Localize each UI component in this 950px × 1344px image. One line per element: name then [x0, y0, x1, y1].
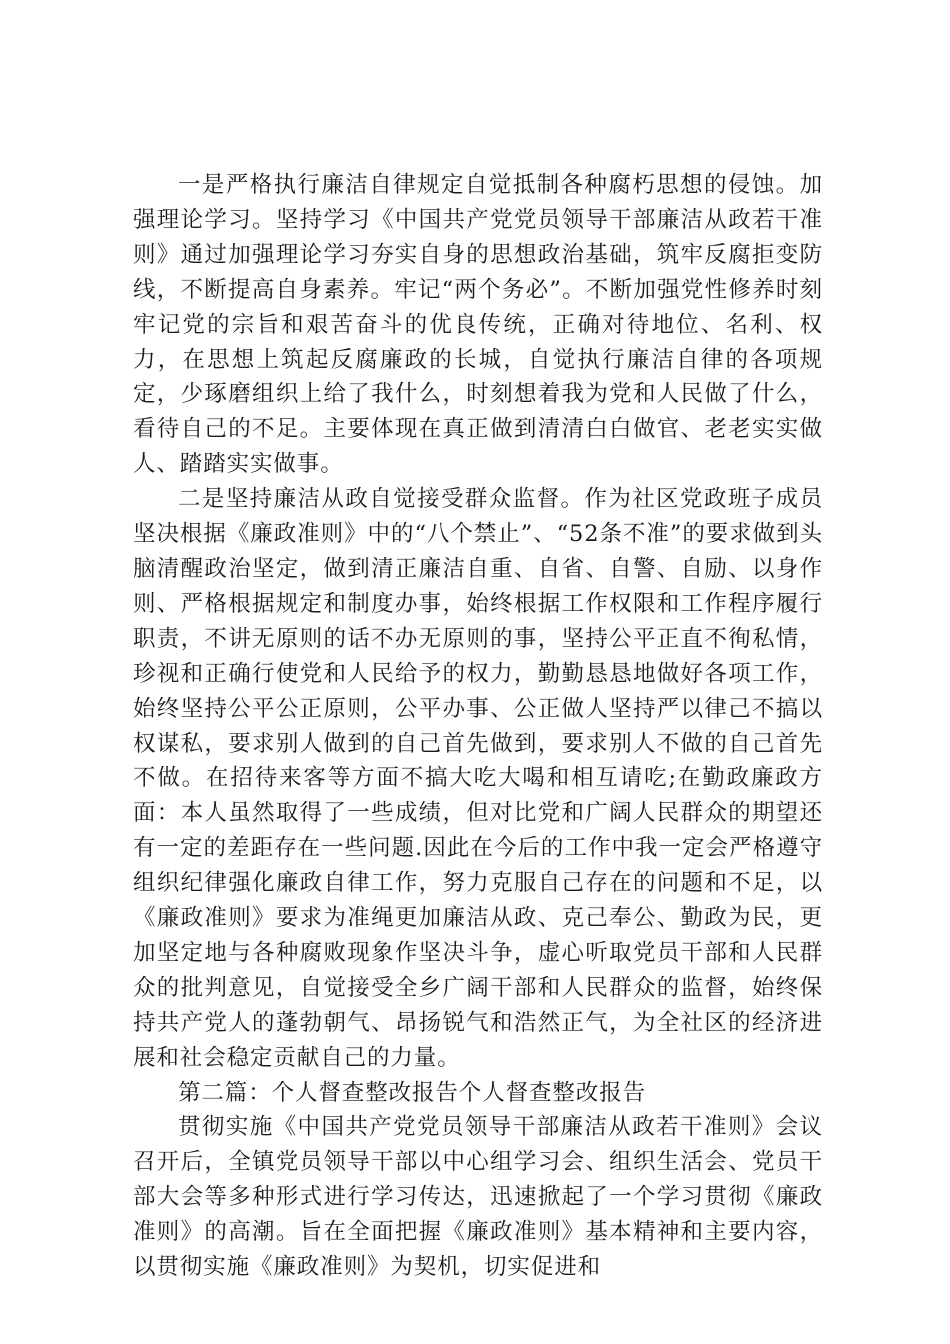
paragraph-1: 一是严格执行廉洁自律规定自觉抵制各种腐朽思想的侵蚀。加强理论学习。坚持学习《中国共产党党员领导干部廉洁从政若干准则》通过加强理论学习夯实自身的思想政治基础，筑牢反腐拒变防线，不断提高自身素养。牢记“两个务必”。不断加强党性修养时刻牢记党的宗旨和艰苦奋斗的优良传统，正确对待地位、名利、权力，在思想上筑起反腐廉政的长城，自觉执行廉洁自律的各项规定，少琢磨组织上给了我什么，时刻想着我为党和人民做了什么，看待自己的不足。主要体现在真正做到清清白白做官、老老实实做人、踏踏实实做事。: [133, 172, 823, 478]
paragraph-3: 贯彻实施《中国共产党党员领导干部廉洁从政若干准则》会议召开后，全镇党员领导干部以中心组学习会、组织生活会、党员干部大会等多种形式进行学习传达，迅速掀起了一个学习贯彻《廉政准则》的高潮。旨在全面把握《廉政准则》基本精神和主要内容，以贯彻实施《廉政准则》为契机，切实促进和: [133, 1114, 823, 1281]
section-heading: 第二篇：个人督查整改报告个人督查整改报告: [178, 1079, 647, 1106]
document-body: [133, 168, 823, 1285]
paragraph-2: 二是坚持廉洁从政自觉接受群众监督。作为社区党政班子成员坚决根据《廉政准则》中的“八个禁止”、“52条不准”的要求做到头脑清醒政治坚定，做到清正廉洁自重、自省、自警、自励、以身作则、严格根据规定和制度办事，始终根据工作权限和工作程序履行职责，不讲无原则的话不办无原则的事，坚持公平正直不徇私情，珍视和正确行使党和人民给予的权力，勤勤恳恳地做好各项工作，始终坚持公平公正原则，公平办事、公正做人坚持严以律己不搞以权谋私，要求别人做到的自己首先做到，要求别人不做的自己首先不做。在招待来客等方面不搞大吃大喝和相互请吃;在勤政廉政方面：本人虽然取得了一些成绩，但对比党和广阔人民群众的期望还有一定的差距存在一些问题.因此在今后的工作中我一定会严格遵守组织纪律强化廉政自律工作，努力克服自己存在的问题和不足，以《廉政准则》要求为准绳更加廉洁从政、克己奉公、勤政为民，更加坚定地与各种腐败现象作坚决斗争，虚心听取党员干部和人民群众的批判意见，自觉接受全乡广阔干部和人民群众的监督，始终保持共产党人的蓬勃朝气、昂扬锐气和浩然正气，为全社区的经济进展和社会稳定贡献自己的力量。: [133, 486, 823, 1071]
